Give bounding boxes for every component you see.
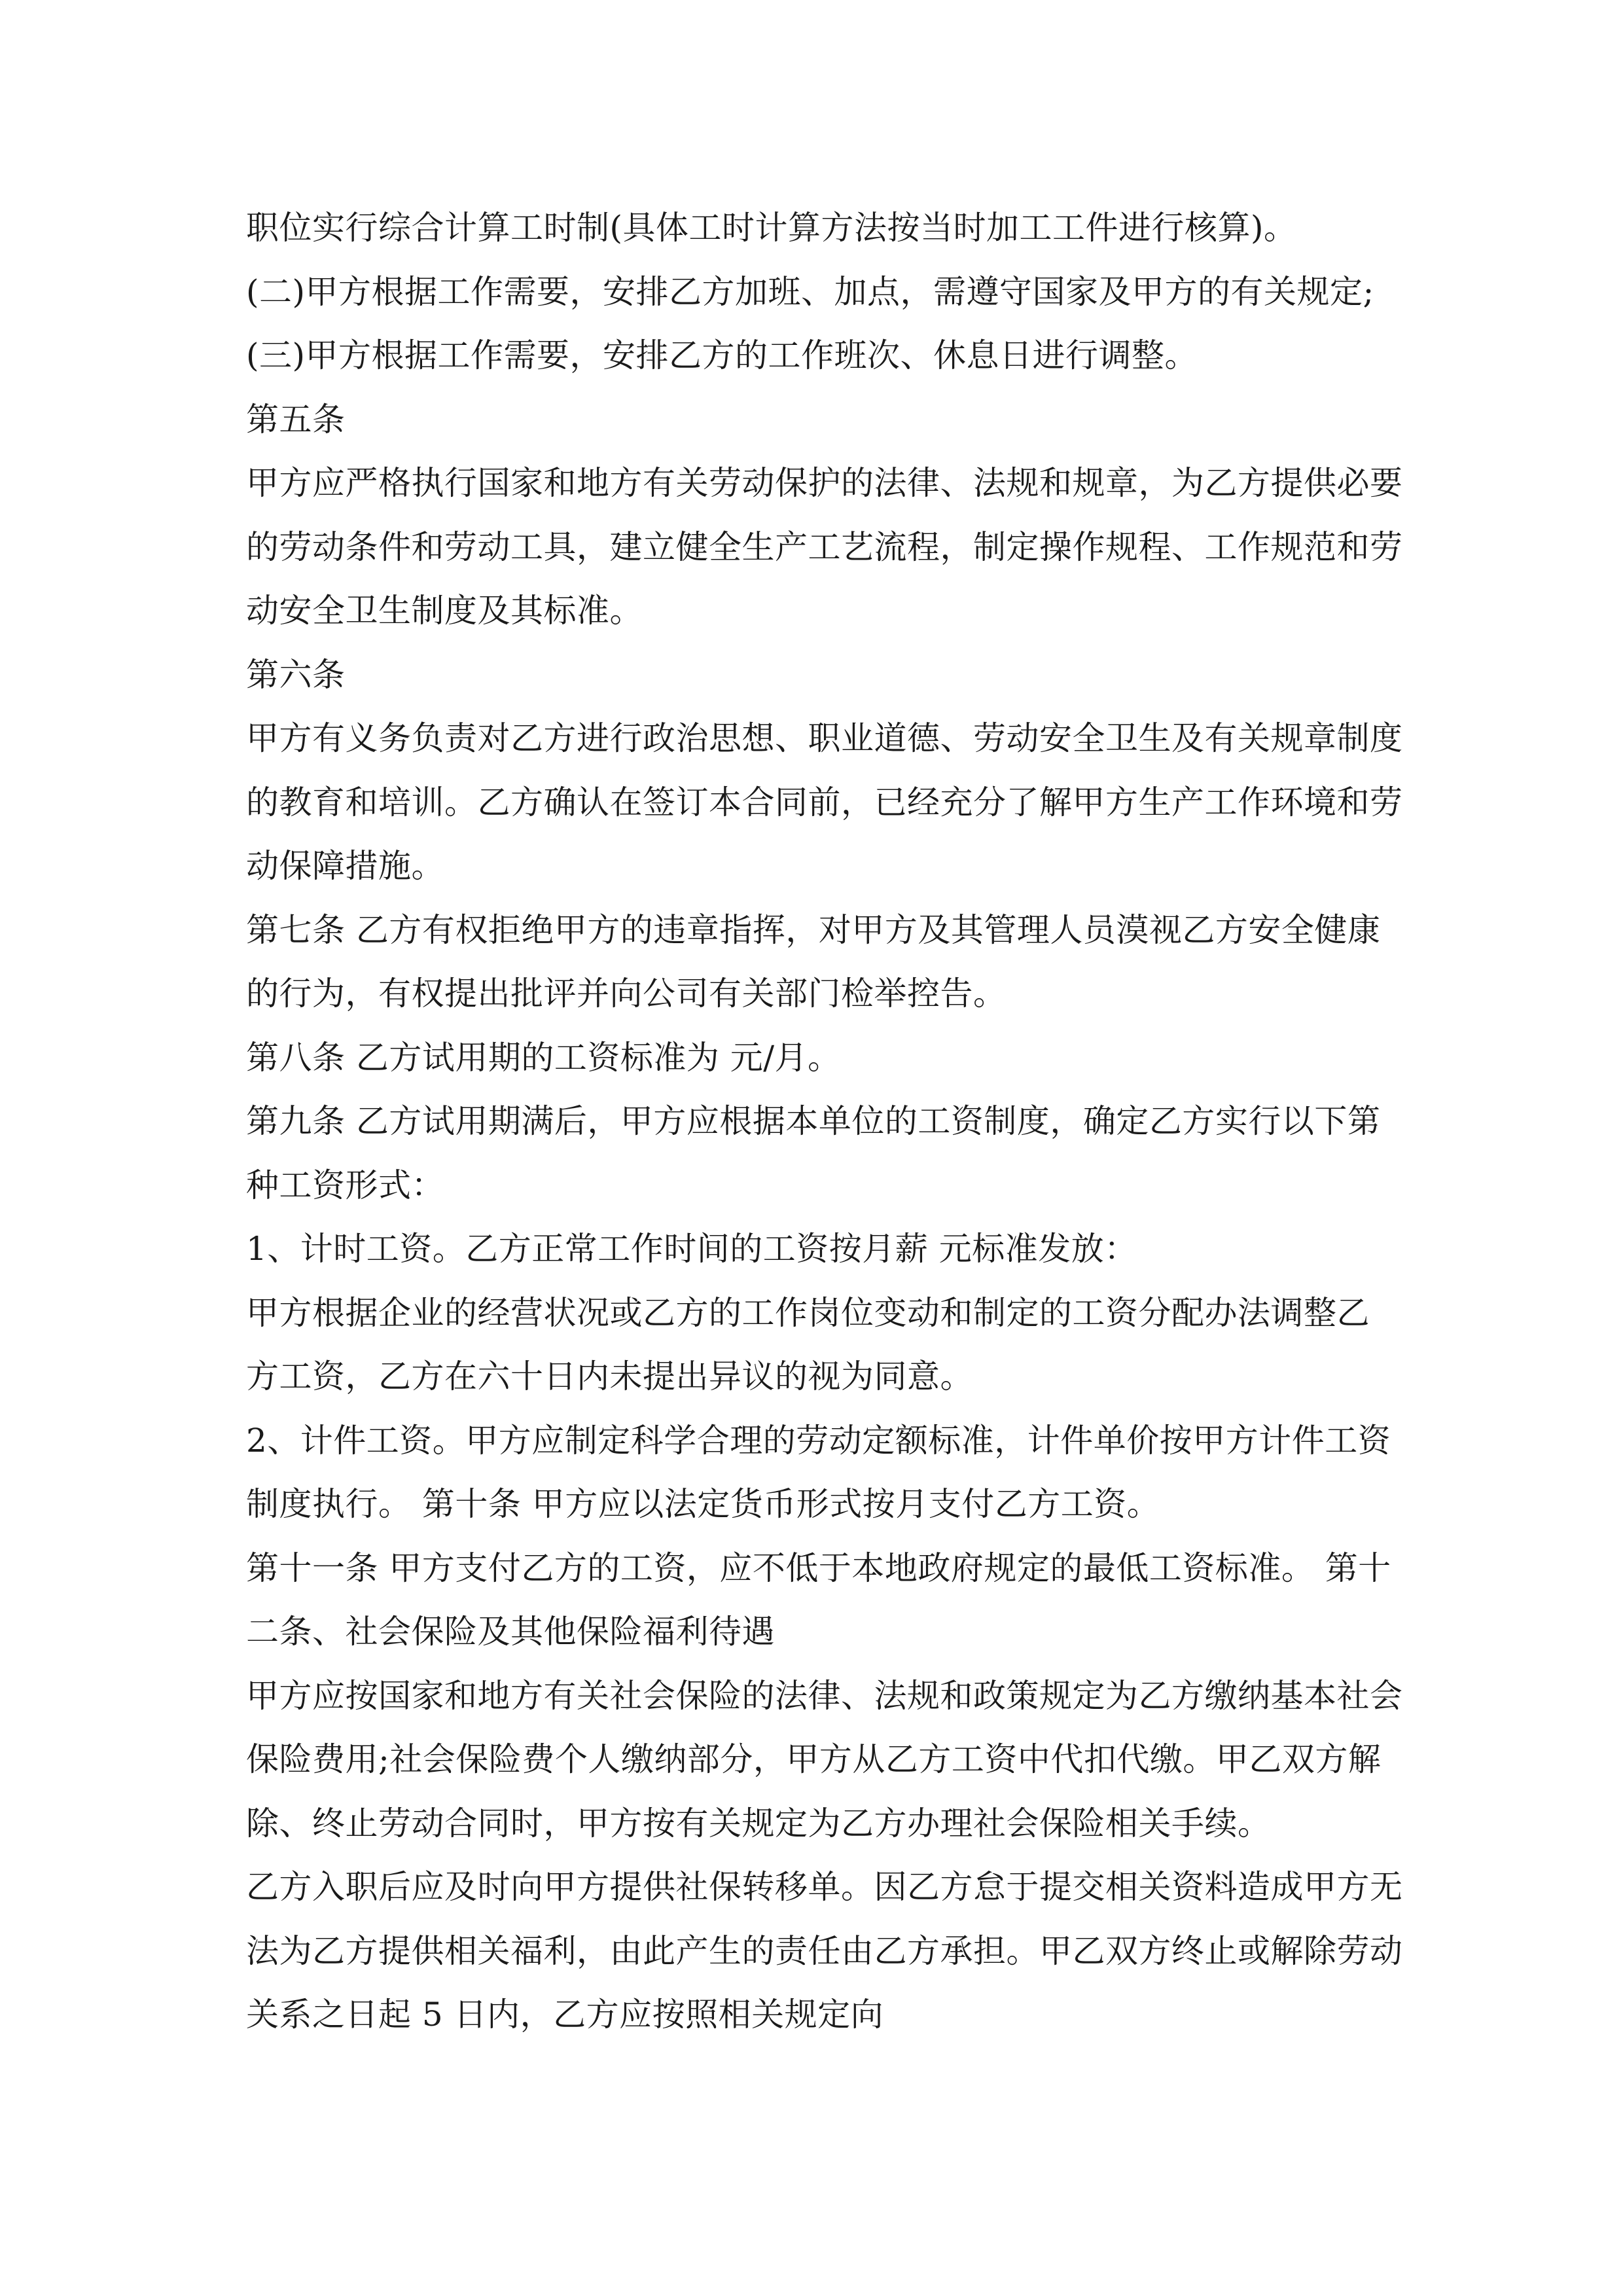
text-line: (三)甲方根据工作需要，安排乙方的工作班次、休息日进行调整。: [246, 336, 1198, 374]
text-line: 乙方入职后应及时向甲方提供社保转移单。因乙方怠于提交相关资料造成甲方无: [246, 1868, 1403, 1906]
text-line: 二条、社会保险及其他保险福利待遇: [246, 1613, 775, 1651]
body-text: [246, 196, 1403, 2047]
text-line: 1、计时工资。乙方正常工作时间的工资按月薪 元标准发放：: [246, 1230, 1137, 1268]
text-line: 2、计件工资。甲方应制定科学合理的劳动定额标准，计件单价按甲方计件工资: [246, 1421, 1391, 1460]
text-line: 种工资形式：: [246, 1166, 444, 1204]
text-line: 制度执行。 第十条 甲方应以法定货币形式按月支付乙方工资。: [246, 1485, 1160, 1523]
text-line: 第十一条 甲方支付乙方的工资，应不低于本地政府规定的最低工资标准。 第十: [246, 1549, 1391, 1587]
text-line: 动安全卫生制度及其标准。: [246, 592, 643, 630]
text-line: 除、终止劳动合同时，甲方按有关规定为乙方办理社会保险相关手续。: [246, 1804, 1271, 1842]
text-line: 第九条 乙方试用期满后，甲方应根据本单位的工资制度，确定乙方实行以下第: [246, 1102, 1381, 1140]
text-line: 动保障措施。: [246, 847, 444, 885]
text-line: 法为乙方提供相关福利，由此产生的责任由乙方承担。甲乙双方终止或解除劳动: [246, 1931, 1403, 1970]
text-line: 第七条 乙方有权拒绝甲方的违章指挥，对甲方及其管理人员漠视乙方安全健康: [246, 910, 1381, 949]
text-line: (二)甲方根据工作需要，安排乙方加班、加点，需遵守国家及甲方的有关规定;: [246, 272, 1374, 311]
text-line: 保险费用;社会保险费个人缴纳部分，甲方从乙方工资中代扣代缴。甲乙双方解: [246, 1740, 1382, 1778]
section-heading: 第五条: [246, 400, 346, 439]
text-line: 甲方有义务负责对乙方进行政治思想、职业道德、劳动安全卫生及有关规章制度: [246, 719, 1403, 757]
text-line: 甲方应按国家和地方有关社会保险的法律、法规和政策规定为乙方缴纳基本社会: [246, 1676, 1403, 1715]
text-line: 甲方根据企业的经营状况或乙方的工作岗位变动和制定的工资分配办法调整乙: [246, 1293, 1370, 1332]
text-line: 方工资，乙方在六十日内未提出异议的视为同意。: [246, 1357, 973, 1395]
text-line: 第八条 乙方试用期的工资标准为 元/月。: [246, 1038, 841, 1077]
text-line: 的教育和培训。乙方确认在签订本合同前，已经充分了解甲方生产工作环境和劳: [246, 783, 1403, 821]
text-line: 职位实行综合计算工时制(具体工时计算方法按当时加工工件进行核算)。: [246, 209, 1297, 247]
section-heading: 第六条: [246, 655, 346, 694]
text-line: 的行为，有权提出批评并向公司有关部门检举控告。: [246, 975, 1007, 1013]
text-line: 甲方应严格执行国家和地方有关劳动保护的法律、法规和规章，为乙方提供必要: [246, 464, 1403, 502]
text-line: 关系之日起 5 日内，乙方应按照相关规定向: [246, 1996, 884, 2034]
text-line: 的劳动条件和劳动工具，建立健全生产工艺流程，制定操作规程、工作规范和劳: [246, 528, 1403, 566]
